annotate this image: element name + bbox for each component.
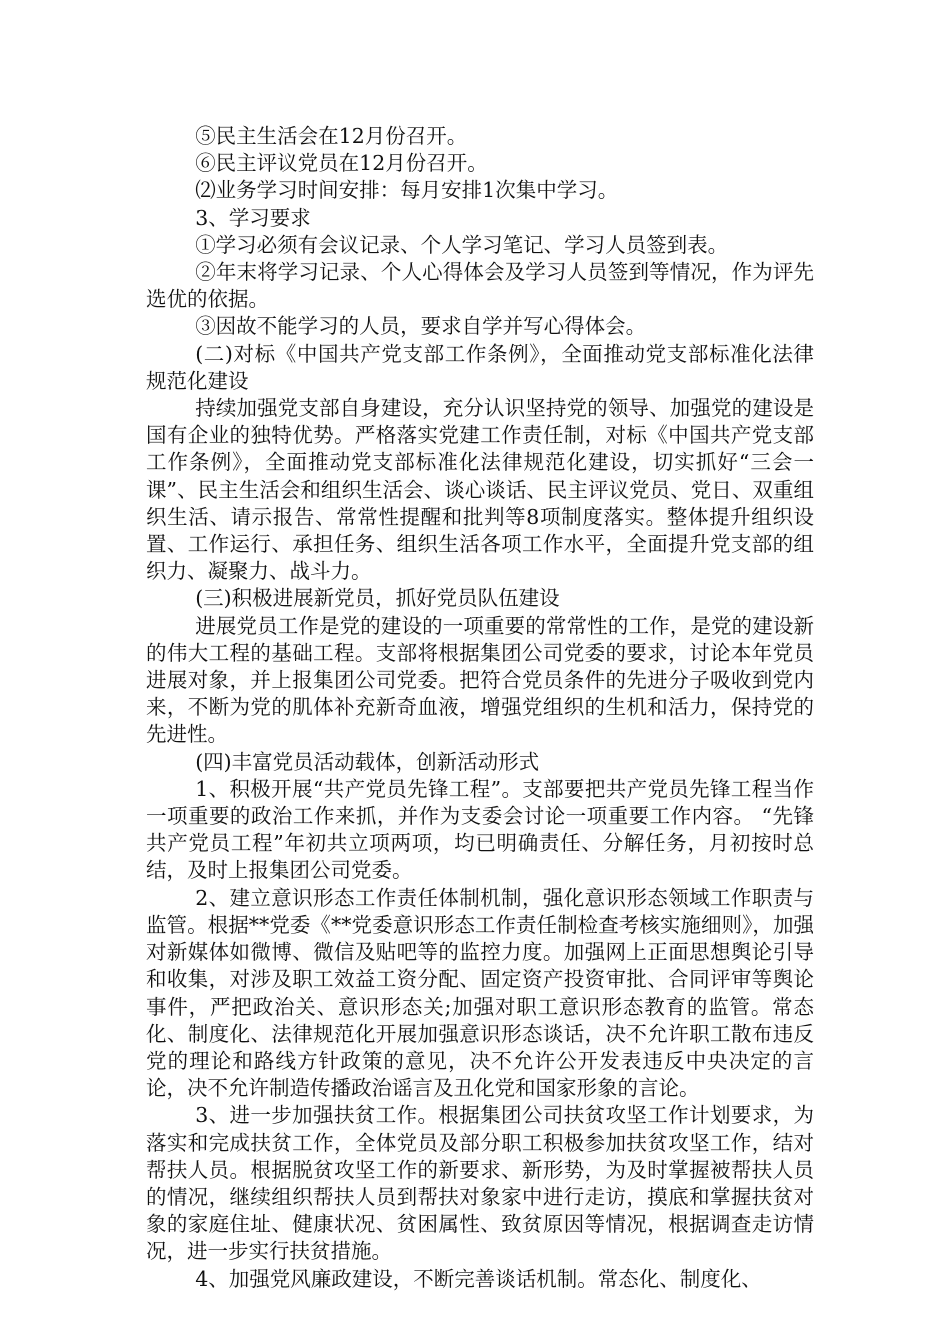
section-heading-2: (二)对标《中国共产党支部工作条例》，全面推动党支部标准化法律规范化建设 — [146, 341, 814, 393]
paragraph-14: 2、建立意识形态工作责任体制机制，强化意识形态领域工作职责与监管。根据**党委《**党委意识形态工作责任制检查考核实施细则》，加强对新媒体如微博、微信及贴吧等的监控力度。加强网上正面思想舆论引导和收集，对涉及职工效益工资分配、固定资产投资审批、合同评审等舆论事件，严把政治关、意识形态关;加强对职工意识形态教育的监管。常态化、制度化、法律规范化开展加强意识形态谈话，决不允许职工散布违反党的理论和路线方针政策的意见，决不允许公开发表违反中央决定的言论，决不允许制造传播政治谣言及丑化党和国家形象的言论。 — [146, 885, 814, 1101]
paragraph-2: ⑥民主评议党员在12月份召开。 — [195, 151, 488, 176]
paragraph-1: ⑤民主生活会在12月份召开。 — [195, 124, 468, 148]
paragraph-16: 4、加强党风廉政建设，不断完善谈话机制。常态化、制度化、 — [195, 1266, 762, 1291]
paragraph-13: 1、积极开展“共产党员先锋工程”。支部要把共产党员先锋工程当作一项重要的政治工作来抓，并作为支委会讨论一项重要工作内容。 “先锋共产党员工程”年初共立项两项，均已明确责任、分解任务，月初按时总结，及时上报集团公司党委。 — [146, 776, 814, 883]
section-heading-3: (三)积极进展新党员，抓好党员队伍建设 — [195, 586, 560, 611]
paragraph-3: ⑵业务学习时间安排：每月安排1次集中学习。 — [195, 178, 619, 203]
paragraph-7: ③因故不能学习的人员，要求自学并写心得体会。 — [195, 314, 647, 339]
paragraph-11: 进展党员工作是党的建设的一项重要的常常性的工作，是党的建设新的伟大工程的基础工程。支部将根据集团公司党委的要求，讨论本年党员进展对象，并上报集团公司党委。把符合党员条件的先进分子吸收到党内来，不断为党的肌体补充新奇血液，增强党组织的生机和活力，保持党的先进性。 — [146, 613, 814, 747]
document-body — [146, 123, 814, 1293]
paragraph-15: 3、进一步加强扶贫工作。根据集团公司扶贫攻坚工作计划要求，为落实和完成扶贫工作，全体党员及部分职工积极参加扶贫攻坚工作，结对帮扶人员。根据脱贫攻坚工作的新要求、新形势，为及时掌握被帮扶人员的情况，继续组织帮扶人员到帮扶对象家中进行走访，摸底和掌握扶贫对象的家庭住址、健康状况、贫困属性、致贫原因等情况，根据调查走访情况，进一步实行扶贫措施。 — [146, 1103, 814, 1264]
paragraph-6: ②年末将学习记录、个人心得体会及学习人员签到等情况，作为评先选优的依据。 — [146, 260, 814, 312]
paragraph-9: 持续加强党支部自身建设，充分认识坚持党的领导、加强党的建设是国有企业的独特优势。严格落实党建工作责任制，对标《中国共产党支部工作条例》，全面推动党支部标准化法律规范化建设，切实抓好“三会一课”、民主生活会和组织生活会、谈心谈话、民主评议党员、党日、双重组织生活、请示报告、常常性提醒和批判等8项制度落实。整体提升组织设置、工作运行、承担任务、组织生活各项工作水平，全面提升党支部的组织力、凝聚力、战斗力。 — [146, 396, 814, 584]
section-heading-study-requirements: 3、学习要求 — [195, 205, 311, 230]
section-heading-4: (四)丰富党员活动载体，创新活动形式 — [195, 749, 540, 774]
paragraph-5: ①学习必须有会议记录、个人学习笔记、学习人员签到表。 — [195, 232, 729, 257]
